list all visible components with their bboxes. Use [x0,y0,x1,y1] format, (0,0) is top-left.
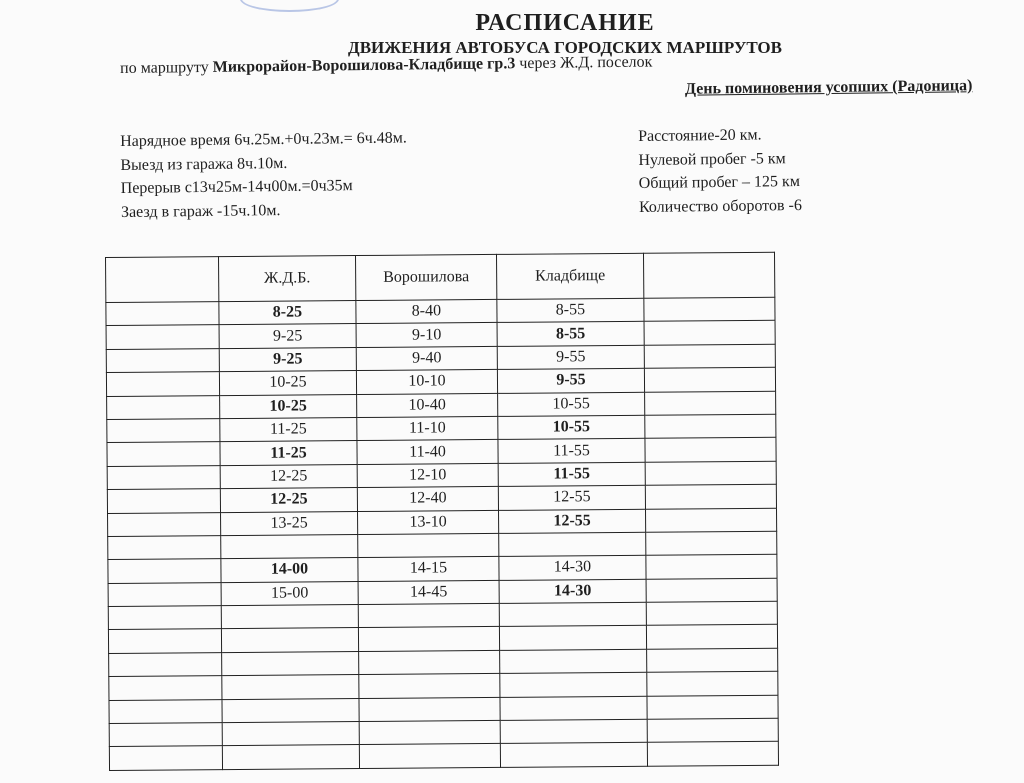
cell-kladbishche [500,673,647,698]
cell-blank-left [108,582,221,606]
cell-voroshilova: 11-40 [357,440,498,464]
info-shift-time: Нарядное время 6ч.25м.+0ч.23м.= 6ч.48м. [120,129,407,150]
cell-zhdb [222,722,359,746]
cell-blank-right [645,484,776,508]
cell-blank-left [108,536,221,560]
cell-blank-right [644,367,775,391]
cell-blank-right [647,695,778,719]
cell-voroshilova [359,744,500,768]
cell-blank-right [647,648,778,672]
cell-blank-right [646,555,777,579]
cell-blank-left [107,489,220,513]
cell-blank-right [647,742,778,766]
cell-blank-left [109,676,222,700]
cell-zhdb: 11-25 [220,441,357,465]
info-distance: Расстояние-20 км. [638,126,762,145]
cell-blank-left [107,442,220,466]
cell-zhdb [222,675,359,699]
cell-zhdb: 14-00 [221,558,358,582]
cell-kladbishche: 12-55 [498,485,645,510]
route-suffix: через Ж.Д. поселок [519,53,653,73]
cell-voroshilova [358,627,499,651]
cell-blank-left [109,723,222,747]
info-right [638,123,802,219]
info-break: Перерыв с13ч25м-14ч00м.=0ч35м [120,177,353,197]
cell-kladbishche [500,649,647,674]
route-prefix: по маршруту [120,58,209,77]
cell-kladbishche [500,743,647,768]
cell-blank-right [647,718,778,742]
cell-blank-right [646,601,777,625]
schedule-table-wrap [105,252,779,771]
cell-kladbishche [500,719,647,744]
cell-blank-right [645,461,776,485]
info-zero-run: Нулевой пробег -5 км [638,149,786,169]
cell-blank-right [645,391,776,415]
cell-voroshilova: 13-10 [358,510,499,534]
document-title: РАСПИСАНИЕ [475,10,655,36]
cell-zhdb [221,628,358,652]
cell-blank-left [109,652,222,676]
cell-voroshilova: 9-40 [356,346,497,370]
cell-voroshilova: 12-40 [357,487,498,511]
cell-kladbishche: 9-55 [497,345,644,370]
cell-blank-left [108,629,221,653]
schedule-table [105,252,779,771]
cell-blank-left [108,559,221,583]
route-name: Микрорайон-Ворошилова-Кладбище гр.3 [212,55,516,76]
cell-voroshilova: 9-10 [356,323,497,347]
cell-blank-left [107,395,220,419]
cell-kladbishche: 8-55 [497,298,644,323]
cell-zhdb: 8-25 [219,301,356,325]
info-turnovers: Количество оборотов -6 [638,196,802,216]
cell-kladbishche: 9-55 [497,368,644,393]
cell-voroshilova [359,650,500,674]
cell-blank-right [646,578,777,602]
cell-blank-left [106,302,219,326]
cell-blank-right [644,321,775,345]
cell-zhdb: 15-00 [221,581,358,605]
cell-kladbishche: 14-30 [499,579,646,604]
cell-voroshilova: 14-45 [358,580,499,604]
cell-kladbishche: 10-55 [498,392,645,417]
cell-zhdb: 11-25 [220,417,357,441]
table-header-row [106,252,775,302]
cell-zhdb: 12-25 [220,488,357,512]
info-depart-garage: Выезд из гаража 8ч.10м. [120,154,288,174]
cell-kladbishche: 12-55 [498,509,645,534]
cell-blank-right [645,414,776,438]
cell-blank-right [646,531,777,555]
cell-kladbishche: 8-55 [497,322,644,347]
cell-kladbishche: 11-55 [498,462,645,487]
header-kladbishche: Кладбище [496,253,643,299]
cell-kladbishche: 10-55 [498,415,645,440]
header-cell-empty-right [643,252,774,298]
table-body [106,297,779,770]
special-day: День поминовения усопших (Радоница) [684,77,973,98]
cell-blank-right [647,671,778,695]
cell-voroshilova: 11-10 [357,416,498,440]
cell-blank-right [645,508,776,532]
cell-zhdb [221,534,358,558]
cell-zhdb: 9-25 [219,324,356,348]
cell-blank-left [109,699,222,723]
document-subtitle: ДВИЖЕНИЯ АВТОБУСА ГОРОДСКИХ МАРШРУТОВ [348,38,782,57]
cell-blank-left [107,465,220,489]
cell-kladbishche [499,602,646,627]
cell-blank-left [106,372,219,396]
info-left [120,126,408,223]
cell-zhdb: 10-25 [219,371,356,395]
cell-zhdb: 9-25 [219,347,356,371]
cell-blank-left [107,419,220,443]
info-return-garage: Заезд в гараж -15ч.10м. [120,201,281,221]
cell-blank-right [646,625,777,649]
info-total-run: Общий пробег – 125 км [638,173,801,192]
cell-blank-right [644,297,775,321]
cell-voroshilova: 10-40 [357,393,498,417]
cell-kladbishche [499,626,646,651]
cell-voroshilova: 8-40 [356,299,497,323]
cell-kladbishche [500,696,647,721]
cell-voroshilova [359,674,500,698]
cell-blank-right [644,344,775,368]
cell-blank-left [106,348,219,372]
header-zhdb: Ж.Д.Б. [219,256,356,302]
cell-voroshilova: 10-10 [356,370,497,394]
cell-zhdb [221,605,358,629]
header-cell-empty-left [106,257,219,303]
cell-voroshilova [359,697,500,721]
cell-zhdb [222,745,359,769]
cell-kladbishche: 14-30 [499,556,646,581]
cell-blank-left [106,325,219,349]
cell-zhdb [222,651,359,675]
cell-zhdb [222,698,359,722]
cell-zhdb: 13-25 [221,511,358,535]
cell-voroshilova: 12-10 [357,463,498,487]
cell-voroshilova: 14-15 [358,557,499,581]
table-row [109,742,778,771]
cell-blank-left [108,512,221,536]
header-voroshilova: Ворошилова [355,254,496,300]
cell-voroshilova [359,720,500,744]
cell-kladbishche: 11-55 [498,439,645,464]
cell-blank-left [109,746,222,770]
cell-voroshilova [358,603,499,627]
cell-kladbishche [499,532,646,557]
cell-zhdb: 12-25 [220,464,357,488]
cell-blank-left [108,606,221,630]
cell-voroshilova [358,533,499,557]
cell-blank-right [645,438,776,462]
cell-zhdb: 10-25 [220,394,357,418]
